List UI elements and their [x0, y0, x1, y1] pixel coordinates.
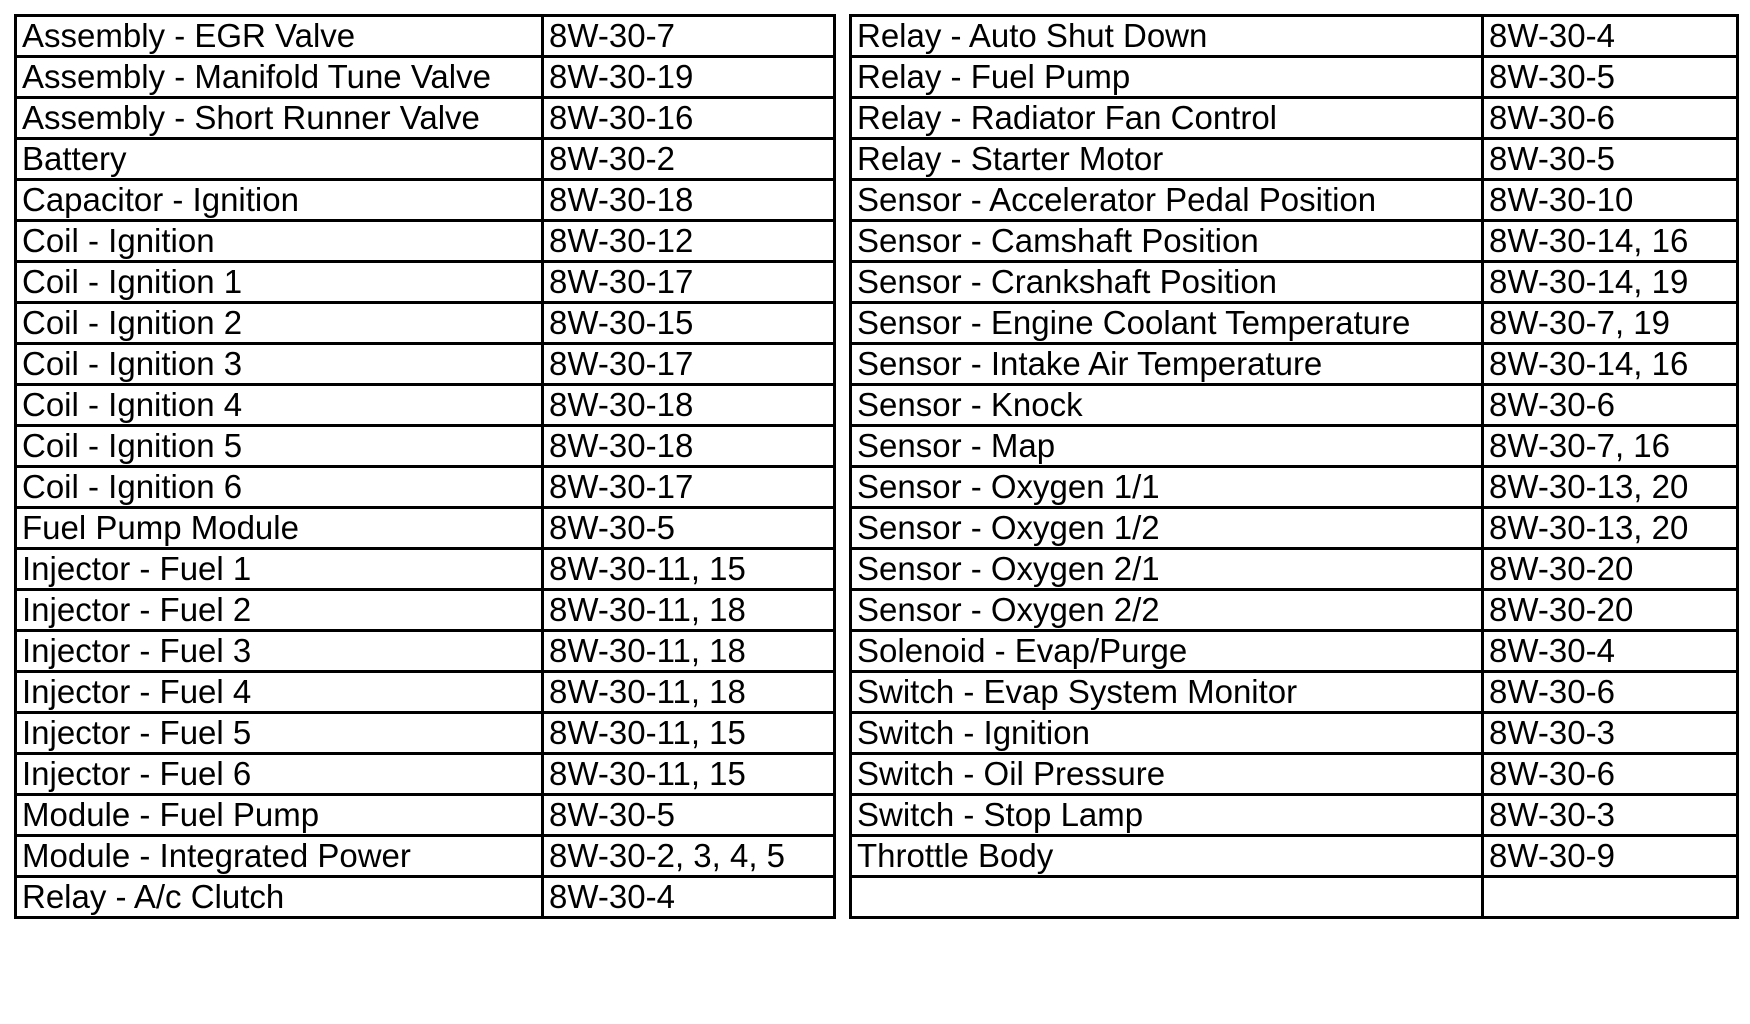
table-row [851, 754, 1738, 795]
component-name-cell: Battery [16, 139, 543, 180]
table-row [851, 836, 1738, 877]
page-reference-cell: 8W-30-4 [543, 877, 835, 918]
component-index-left-table [14, 14, 836, 919]
table-row [16, 57, 835, 98]
page-reference-cell: 8W-30-2 [543, 139, 835, 180]
page-reference-cell: 8W-30-11, 18 [543, 631, 835, 672]
page-reference-cell: 8W-30-14, 19 [1483, 262, 1738, 303]
table-row [851, 16, 1738, 57]
page-reference-cell: 8W-30-9 [1483, 836, 1738, 877]
component-name-cell: Sensor - Crankshaft Position [851, 262, 1483, 303]
table-row [851, 98, 1738, 139]
page-reference-cell: 8W-30-5 [543, 795, 835, 836]
table-row [16, 754, 835, 795]
page-reference-cell: 8W-30-11, 15 [543, 754, 835, 795]
table-row [851, 57, 1738, 98]
page-reference-cell: 8W-30-13, 20 [1483, 467, 1738, 508]
component-name-cell: Relay - A/c Clutch [16, 877, 543, 918]
table-row [16, 549, 835, 590]
page-reference-cell: 8W-30-5 [543, 508, 835, 549]
page-reference-cell: 8W-30-18 [543, 426, 835, 467]
table-row [16, 508, 835, 549]
left-table-body [16, 16, 835, 918]
page-reference-cell: 8W-30-10 [1483, 180, 1738, 221]
table-row [16, 713, 835, 754]
table-row [851, 549, 1738, 590]
page-reference-cell: 8W-30-18 [543, 180, 835, 221]
component-name-cell: Injector - Fuel 4 [16, 672, 543, 713]
page-reference-cell: 8W-30-19 [543, 57, 835, 98]
component-name-cell: Coil - Ignition 5 [16, 426, 543, 467]
component-name-cell: Relay - Fuel Pump [851, 57, 1483, 98]
component-name-cell: Injector - Fuel 6 [16, 754, 543, 795]
component-name-cell: Sensor - Accelerator Pedal Position [851, 180, 1483, 221]
component-name-cell: Module - Integrated Power [16, 836, 543, 877]
page-reference-cell: 8W-30-18 [543, 385, 835, 426]
component-name-cell: Sensor - Oxygen 1/2 [851, 508, 1483, 549]
table-row [16, 467, 835, 508]
page-reference-cell: 8W-30-17 [543, 262, 835, 303]
page-reference-cell: 8W-30-11, 15 [543, 549, 835, 590]
page-reference-cell: 8W-30-5 [1483, 139, 1738, 180]
page-reference-cell: 8W-30-7 [543, 16, 835, 57]
table-row [16, 344, 835, 385]
component-name-cell: Coil - Ignition 3 [16, 344, 543, 385]
table-row [16, 672, 835, 713]
page-reference-cell: 8W-30-7, 19 [1483, 303, 1738, 344]
page-reference-cell: 8W-30-3 [1483, 795, 1738, 836]
component-name-cell: Relay - Starter Motor [851, 139, 1483, 180]
page-reference-cell: 8W-30-6 [1483, 754, 1738, 795]
page-reference-cell: 8W-30-11, 18 [543, 590, 835, 631]
table-row [16, 836, 835, 877]
page-reference-cell: 8W-30-14, 16 [1483, 221, 1738, 262]
page-reference-cell: 8W-30-20 [1483, 549, 1738, 590]
table-row [851, 672, 1738, 713]
table-row [851, 180, 1738, 221]
component-name-cell: Sensor - Oxygen 2/2 [851, 590, 1483, 631]
page-reference-cell: 8W-30-6 [1483, 98, 1738, 139]
page-reference-cell: 8W-30-2, 3, 4, 5 [543, 836, 835, 877]
component-name-cell: Fuel Pump Module [16, 508, 543, 549]
component-name-cell: Module - Fuel Pump [16, 795, 543, 836]
component-name-cell: Assembly - Short Runner Valve [16, 98, 543, 139]
component-name-cell: Sensor - Engine Coolant Temperature [851, 303, 1483, 344]
page-reference-cell: 8W-30-20 [1483, 590, 1738, 631]
component-name-cell: Switch - Ignition [851, 713, 1483, 754]
table-row [16, 590, 835, 631]
table-row [851, 221, 1738, 262]
table-row [16, 139, 835, 180]
component-name-cell: Injector - Fuel 5 [16, 713, 543, 754]
page-reference-cell: 8W-30-15 [543, 303, 835, 344]
component-name-cell: Sensor - Intake Air Temperature [851, 344, 1483, 385]
page-reference-cell: 8W-30-4 [1483, 16, 1738, 57]
component-name-cell: Sensor - Map [851, 426, 1483, 467]
component-name-cell: Injector - Fuel 2 [16, 590, 543, 631]
component-name-cell: Coil - Ignition 4 [16, 385, 543, 426]
table-row [16, 180, 835, 221]
page-reference-cell: 8W-30-7, 16 [1483, 426, 1738, 467]
page-reference-cell: 8W-30-5 [1483, 57, 1738, 98]
component-name-cell: Relay - Radiator Fan Control [851, 98, 1483, 139]
page-reference-cell: 8W-30-11, 18 [543, 672, 835, 713]
component-name-cell: Coil - Ignition 6 [16, 467, 543, 508]
table-row [16, 385, 835, 426]
page-reference-cell: 8W-30-6 [1483, 385, 1738, 426]
table-row [851, 713, 1738, 754]
component-name-cell: Switch - Oil Pressure [851, 754, 1483, 795]
table-row [851, 303, 1738, 344]
page-reference-cell [1483, 877, 1738, 918]
component-name-cell: Sensor - Camshaft Position [851, 221, 1483, 262]
table-row [851, 631, 1738, 672]
table-row [851, 795, 1738, 836]
component-name-cell: Throttle Body [851, 836, 1483, 877]
page-reference-cell: 8W-30-17 [543, 344, 835, 385]
table-row [16, 98, 835, 139]
table-row [851, 508, 1738, 549]
component-name-cell: Solenoid - Evap/Purge [851, 631, 1483, 672]
component-name-cell: Injector - Fuel 1 [16, 549, 543, 590]
table-row [16, 426, 835, 467]
component-name-cell: Coil - Ignition 2 [16, 303, 543, 344]
right-table-body [851, 16, 1738, 918]
table-row [16, 16, 835, 57]
column-gutter [833, 14, 849, 994]
table-row [851, 467, 1738, 508]
table-row [16, 303, 835, 344]
page-reference-cell: 8W-30-6 [1483, 672, 1738, 713]
page-reference-cell: 8W-30-11, 15 [543, 713, 835, 754]
page-reference-cell: 8W-30-17 [543, 467, 835, 508]
table-row [851, 344, 1738, 385]
component-name-cell: Switch - Evap System Monitor [851, 672, 1483, 713]
table-row [851, 262, 1738, 303]
table-row [16, 877, 835, 918]
page-reference-cell: 8W-30-14, 16 [1483, 344, 1738, 385]
component-name-cell: Coil - Ignition 1 [16, 262, 543, 303]
component-index-right-table [849, 14, 1739, 919]
table-row [16, 631, 835, 672]
component-name-cell: Sensor - Oxygen 1/1 [851, 467, 1483, 508]
page-reference-cell: 8W-30-4 [1483, 631, 1738, 672]
component-name-cell [851, 877, 1483, 918]
component-name-cell: Relay - Auto Shut Down [851, 16, 1483, 57]
page-reference-cell: 8W-30-13, 20 [1483, 508, 1738, 549]
component-name-cell: Sensor - Oxygen 2/1 [851, 549, 1483, 590]
component-name-cell: Sensor - Knock [851, 385, 1483, 426]
table-row [851, 385, 1738, 426]
component-name-cell: Coil - Ignition [16, 221, 543, 262]
component-name-cell: Injector - Fuel 3 [16, 631, 543, 672]
component-name-cell: Assembly - EGR Valve [16, 16, 543, 57]
table-row [851, 426, 1738, 467]
page-reference-cell: 8W-30-3 [1483, 713, 1738, 754]
table-row [16, 262, 835, 303]
page-reference-cell: 8W-30-12 [543, 221, 835, 262]
table-row [16, 795, 835, 836]
page-reference-cell: 8W-30-16 [543, 98, 835, 139]
table-row [851, 877, 1738, 918]
component-index [14, 14, 1736, 996]
table-row [851, 139, 1738, 180]
component-name-cell: Switch - Stop Lamp [851, 795, 1483, 836]
table-row [16, 221, 835, 262]
table-row [851, 590, 1738, 631]
component-name-cell: Capacitor - Ignition [16, 180, 543, 221]
component-name-cell: Assembly - Manifold Tune Valve [16, 57, 543, 98]
